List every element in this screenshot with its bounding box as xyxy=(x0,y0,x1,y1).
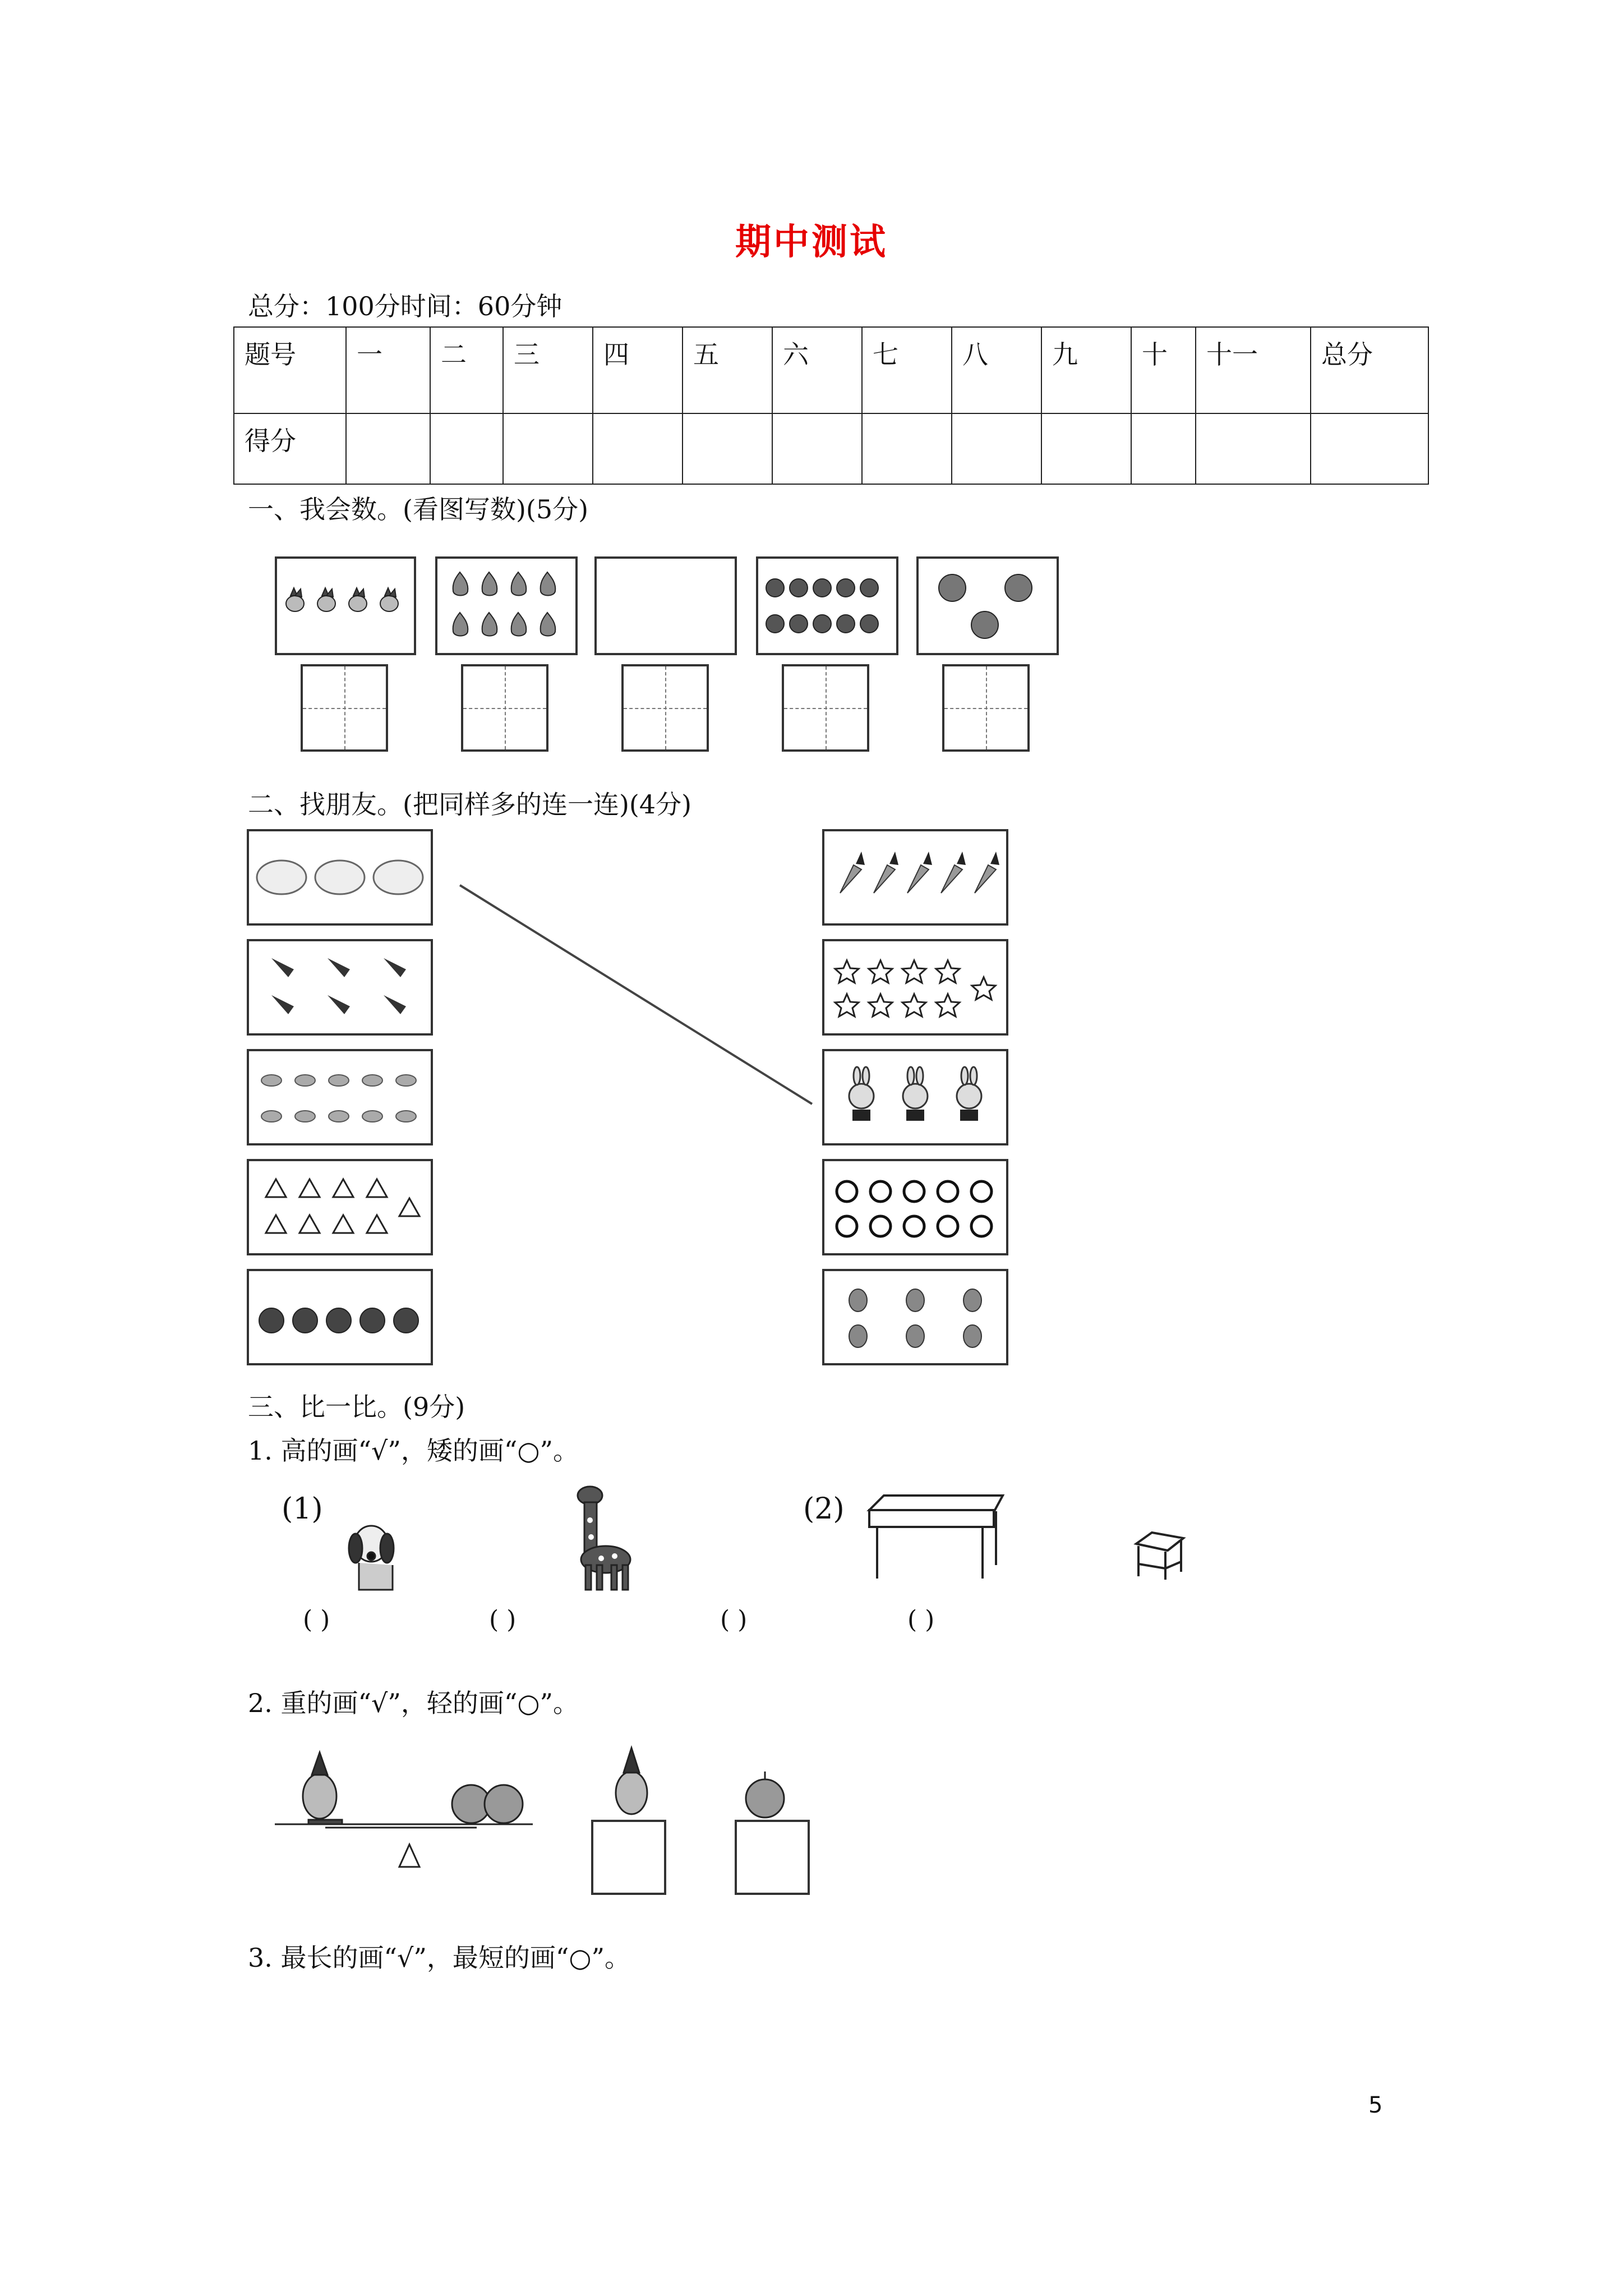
header-cell: 八 xyxy=(952,327,1041,413)
answer-box-pineapple[interactable] xyxy=(591,1820,666,1895)
section2-heading: 二、找朋友。(把同样多的连一连)(4分) xyxy=(248,789,692,820)
header-cell: 二 xyxy=(430,327,503,413)
header-cell: 题号 xyxy=(234,327,346,413)
answer-box-apple[interactable] xyxy=(735,1820,810,1895)
score-row-label: 得分 xyxy=(234,413,346,484)
header-cell: 六 xyxy=(772,327,862,413)
header-cell: 三 xyxy=(503,327,593,413)
header-cell: 十一 xyxy=(1196,327,1311,413)
answer-paren-dog[interactable]: ( ) xyxy=(303,1605,330,1634)
part-2-label: (2) xyxy=(803,1492,845,1526)
balance-scale-icon xyxy=(269,1745,550,1885)
giraffe-icon xyxy=(561,1481,662,1593)
answer-paren-table[interactable]: ( ) xyxy=(720,1605,748,1634)
header-cell: 七 xyxy=(862,327,952,413)
header-cell: 一 xyxy=(346,327,430,413)
section1-heading: 一、我会数。(看图写数)(5分) xyxy=(248,494,589,524)
dog-icon xyxy=(336,1515,409,1593)
page-title: 期中测试 xyxy=(735,221,888,263)
header-cell: 四 xyxy=(593,327,683,413)
question-3: 3. 最长的画“√”，最短的画“○”。 xyxy=(248,1943,631,1973)
section3-heading: 三、比一比。(9分) xyxy=(248,1392,465,1422)
page-number: 5 xyxy=(1368,2092,1383,2118)
stool-icon xyxy=(1128,1527,1190,1583)
header-cell: 十 xyxy=(1131,327,1196,413)
table-icon xyxy=(864,1488,1009,1583)
question-2: 2. 重的画“√”，轻的画“○”。 xyxy=(248,1688,579,1718)
header-cell: 九 xyxy=(1041,327,1131,413)
answer-paren-giraffe[interactable]: ( ) xyxy=(489,1605,517,1634)
part-1-label: (1) xyxy=(282,1492,323,1526)
answer-paren-stool[interactable]: ( ) xyxy=(907,1605,935,1634)
pineapple-icon xyxy=(598,1745,665,1818)
question-1: 1. 高的画“√”，矮的画“○”。 xyxy=(248,1435,579,1466)
header-cell: 总分 xyxy=(1311,327,1428,413)
exam-meta: 总分：100分时间：60分钟 xyxy=(248,291,562,321)
apple-icon xyxy=(735,1767,796,1823)
header-cell: 五 xyxy=(683,327,772,413)
